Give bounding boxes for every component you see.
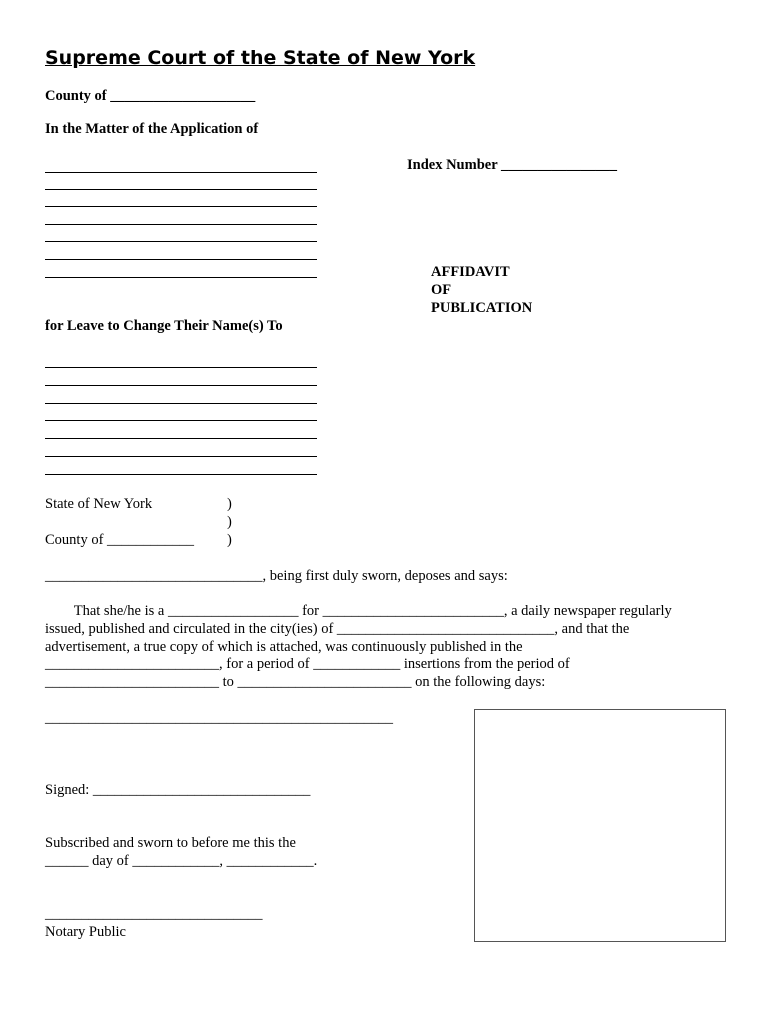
applicant-line[interactable] (45, 189, 317, 190)
body-line[interactable]: ________________________, for a period of ____________ insertions from the period of (45, 656, 570, 672)
applicant-line[interactable] (45, 241, 317, 242)
applicant-line[interactable] (45, 206, 317, 207)
index-number-field[interactable]: Index Number ________________ (407, 157, 617, 173)
venue-paren: ) (227, 514, 232, 530)
subscribed-date-field[interactable]: ______ day of ____________, ____________. (45, 853, 318, 869)
county-field[interactable]: County of ____________________ (45, 88, 256, 104)
leave-heading: for Leave to Change Their Name(s) To (45, 318, 283, 334)
new-name-line[interactable] (45, 385, 317, 386)
signed-field[interactable]: Signed: ______________________________ (45, 782, 311, 798)
advertisement-attachment-box (474, 709, 726, 942)
venue-paren: ) (227, 532, 232, 548)
body-line[interactable]: That she/he is a __________________ for _________________________, a daily newspaper regularly (45, 603, 672, 619)
document-title: Supreme Court of the State of New York (45, 47, 476, 69)
venue-county-field[interactable]: County of ____________ (45, 532, 195, 548)
applicant-line[interactable] (45, 277, 317, 278)
notary-label: Notary Public (45, 924, 126, 940)
applicant-line[interactable] (45, 224, 317, 225)
new-name-line[interactable] (45, 367, 317, 368)
applicant-line[interactable] (45, 172, 317, 173)
body-line[interactable]: issued, published and circulated in the city(ies) of ______________________________, and that the (45, 621, 630, 637)
doc-type-line-3: PUBLICATION (431, 300, 533, 316)
venue-paren: ) (227, 496, 232, 512)
body-line: advertisement, a true copy of which is attached, was continuously published in the (45, 639, 523, 655)
doc-type-line-1: AFFIDAVIT (431, 264, 510, 280)
applicant-line[interactable] (45, 259, 317, 260)
notary-signature-line[interactable]: ______________________________ (45, 906, 263, 922)
venue-state: State of New York (45, 496, 153, 512)
days-line[interactable]: ________________________________________________ (45, 710, 393, 726)
sworn-statement[interactable]: ______________________________, being first duly sworn, deposes and says: (45, 568, 508, 584)
subscribed-line-1: Subscribed and sworn to before me this the (45, 835, 296, 851)
new-name-line[interactable] (45, 456, 317, 457)
new-name-line[interactable] (45, 474, 317, 475)
matter-heading: In the Matter of the Application of (45, 121, 259, 137)
doc-type-line-2: OF (431, 282, 452, 298)
new-name-line[interactable] (45, 420, 317, 421)
new-name-line[interactable] (45, 438, 317, 439)
new-name-line[interactable] (45, 403, 317, 404)
body-line[interactable]: ________________________ to ________________________ on the following days: (45, 674, 546, 690)
